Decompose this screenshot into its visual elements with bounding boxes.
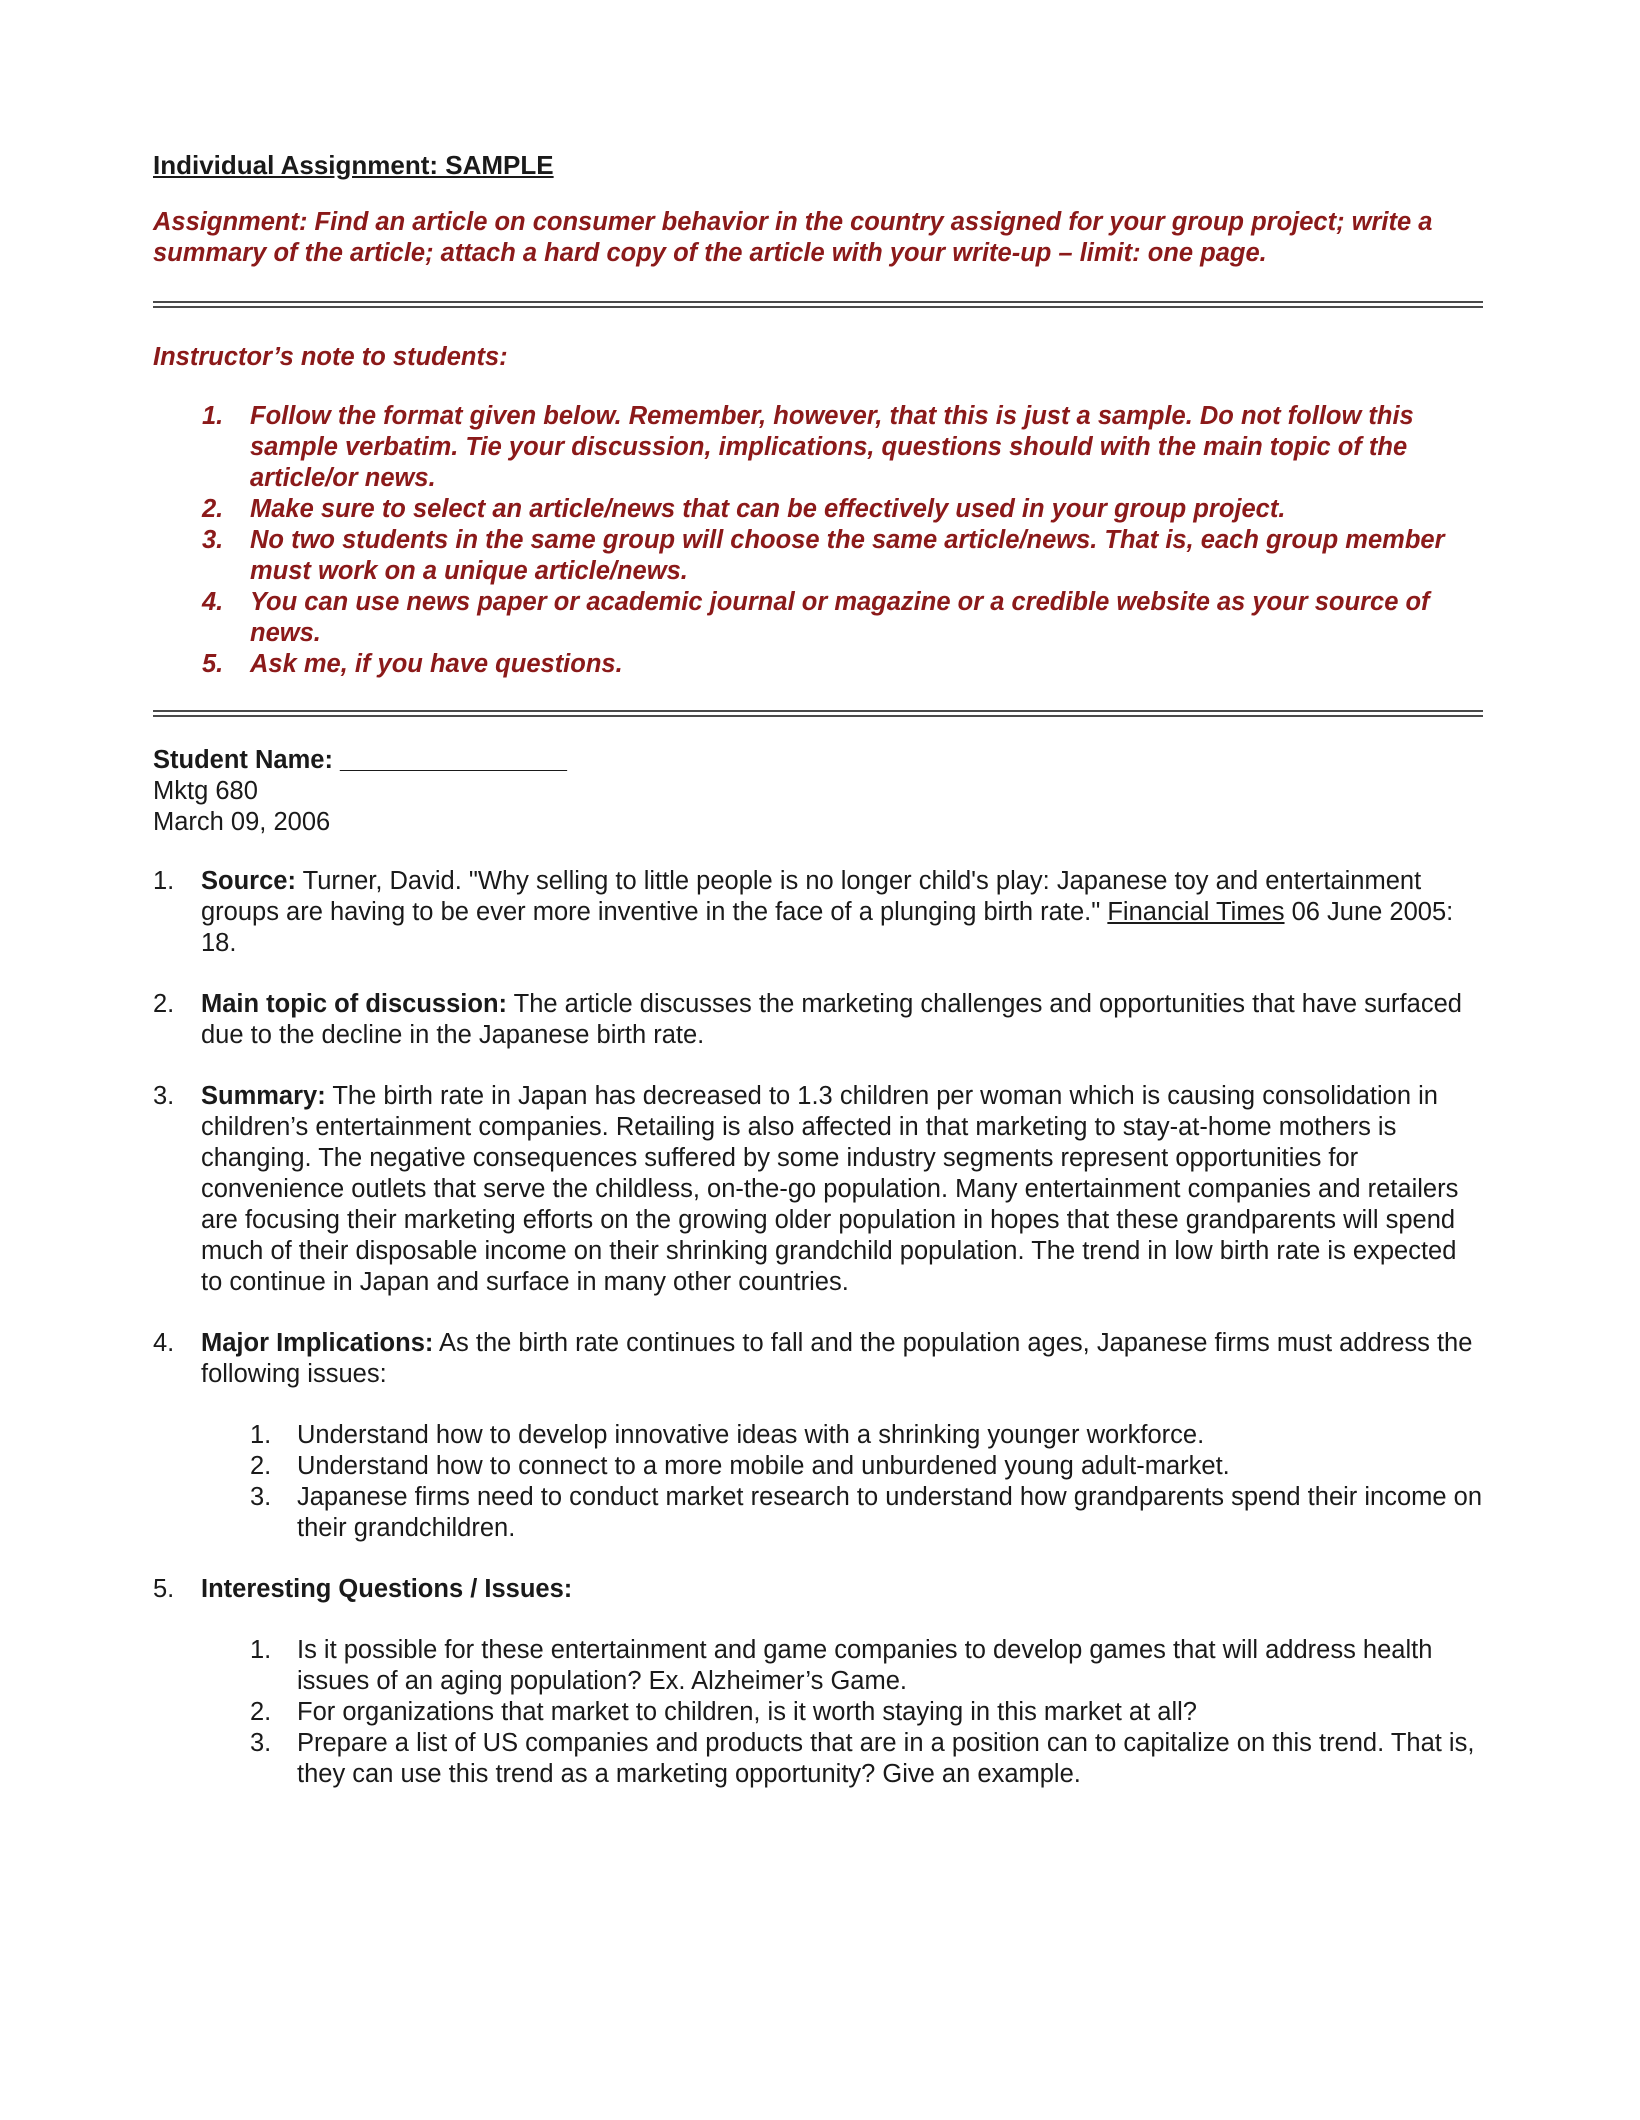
list-number: 3.: [250, 1483, 272, 1511]
list-number: 1.: [250, 1636, 272, 1664]
list-text: You can use news paper or academic journal or magazine or a credible website as your source of news.: [250, 588, 1430, 647]
section-number: 5.: [153, 1575, 175, 1603]
instructor-note-heading: Instructor’s note to students:: [153, 343, 508, 371]
implications-list: [201, 1420, 1483, 1544]
document-content: [153, 150, 1483, 1820]
section-implications: [153, 1328, 1483, 1544]
section-label: Major Implications:: [201, 1329, 434, 1357]
section-text: Turner, David. "Why selling to little people is no longer child's play: Japanese toy and entertainment groups are having to be ever more inventive in the face of a plunging birth rate.": [201, 867, 1422, 926]
list-number: 4.: [202, 588, 224, 616]
list-number: 2.: [250, 1452, 272, 1480]
student-info: [153, 745, 1483, 838]
student-name-label: Student Name: ________________: [153, 746, 567, 774]
list-text: Understand how to connect to a more mobile and unburdened young adult-market.: [297, 1452, 1230, 1480]
list-text: Understand how to develop innovative ideas with a shrinking younger workforce.: [297, 1421, 1205, 1449]
list-item: [201, 1451, 1483, 1482]
list-item: [153, 587, 1483, 649]
list-item: [201, 1635, 1483, 1697]
section-number: 4.: [153, 1329, 175, 1357]
questions-list: [201, 1635, 1483, 1790]
course-code: Mktg 680: [153, 777, 258, 805]
section-topic: [153, 989, 1483, 1051]
double-rule-divider: [153, 301, 1483, 308]
list-item: [153, 401, 1483, 494]
list-number: 2.: [202, 495, 224, 523]
list-text: For organizations that market to children, is it worth staying in this market at all?: [297, 1698, 1197, 1726]
list-text: Make sure to select an article/news that can be effectively used in your group project.: [250, 495, 1286, 523]
section-label: Main topic of discussion:: [201, 990, 508, 1018]
section-number: 3.: [153, 1082, 175, 1110]
list-number: 2.: [250, 1698, 272, 1726]
list-text: Ask me, if you have questions.: [250, 650, 623, 678]
list-item: [201, 1728, 1483, 1790]
instructor-note-list: [153, 401, 1483, 680]
publication-name: Financial Times: [1107, 898, 1285, 926]
document-date: March 09, 2006: [153, 808, 331, 836]
list-item: [201, 1697, 1483, 1728]
assignment-text: Assignment: Find an article on consumer behavior in the country assigned for your group project; write a summary of the article; attach a hard copy of the article with your write-up – limit: one page.: [153, 208, 1433, 267]
section-summary: [153, 1081, 1483, 1298]
list-item: [153, 525, 1483, 587]
main-sections: [153, 866, 1483, 1790]
list-item: [153, 494, 1483, 525]
section-number: 1.: [153, 867, 175, 895]
section-label: Summary:: [201, 1082, 326, 1110]
list-number: 3.: [202, 526, 224, 554]
section-text: 06 June 2005: 18.: [201, 898, 1454, 957]
section-label: Interesting Questions / Issues:: [201, 1575, 573, 1603]
section-label: Source:: [201, 867, 296, 895]
section-text: The article discusses the marketing challenges and opportunities that have surfaced due to the decline in the Japanese birth rate.: [201, 990, 1462, 1049]
list-text: Japanese firms need to conduct market research to understand how grandparents spend their income on their grandchildren.: [297, 1483, 1483, 1542]
document-title: Individual Assignment: SAMPLE: [153, 150, 554, 180]
section-text: The birth rate in Japan has decreased to 1.3 children per woman which is causing consolidation in children’s entertainment companies. Retailing is also affected in that marketing to stay-at-home mothers is changing. The negative consequences suffered by some industry segments represent opportunities for convenience outlets that serve the childless, on-the-go population. Many entertainment companies and retailers are focusing their marketing efforts on the growing older population in hopes that these grandparents will spend much of their disposable income on their shrinking grandchild population. The trend in low birth rate is expected to continue in Japan and surface in many other countries.: [201, 1082, 1459, 1296]
list-item: [153, 649, 1483, 680]
list-number: 1.: [250, 1421, 272, 1449]
list-text: Is it possible for these entertainment and game companies to develop games that will address health issues of an aging population? Ex. Alzheimer’s Game.: [297, 1636, 1433, 1695]
list-number: 5.: [202, 650, 224, 678]
list-text: Follow the format given below. Remember, however, that this is just a sample. Do not follow this sample verbatim. Tie your discussion, implications, questions should with the main topic of the article/or news.: [250, 402, 1414, 492]
list-number: 3.: [250, 1729, 272, 1757]
list-item: [201, 1482, 1483, 1544]
section-questions: [153, 1574, 1483, 1790]
section-source: [153, 866, 1483, 959]
list-text: No two students in the same group will choose the same article/news. That is, each group member must work on a unique article/news.: [250, 526, 1445, 585]
section-text: As the birth rate continues to fall and the population ages, Japanese firms must address the following issues:: [201, 1329, 1473, 1388]
list-item: [201, 1420, 1483, 1451]
section-number: 2.: [153, 990, 175, 1018]
list-number: 1.: [202, 402, 224, 430]
list-text: Prepare a list of US companies and products that are in a position can to capitalize on this trend. That is, they can use this trend as a marketing opportunity? Give an example.: [297, 1729, 1475, 1788]
double-rule-divider: [153, 710, 1483, 717]
